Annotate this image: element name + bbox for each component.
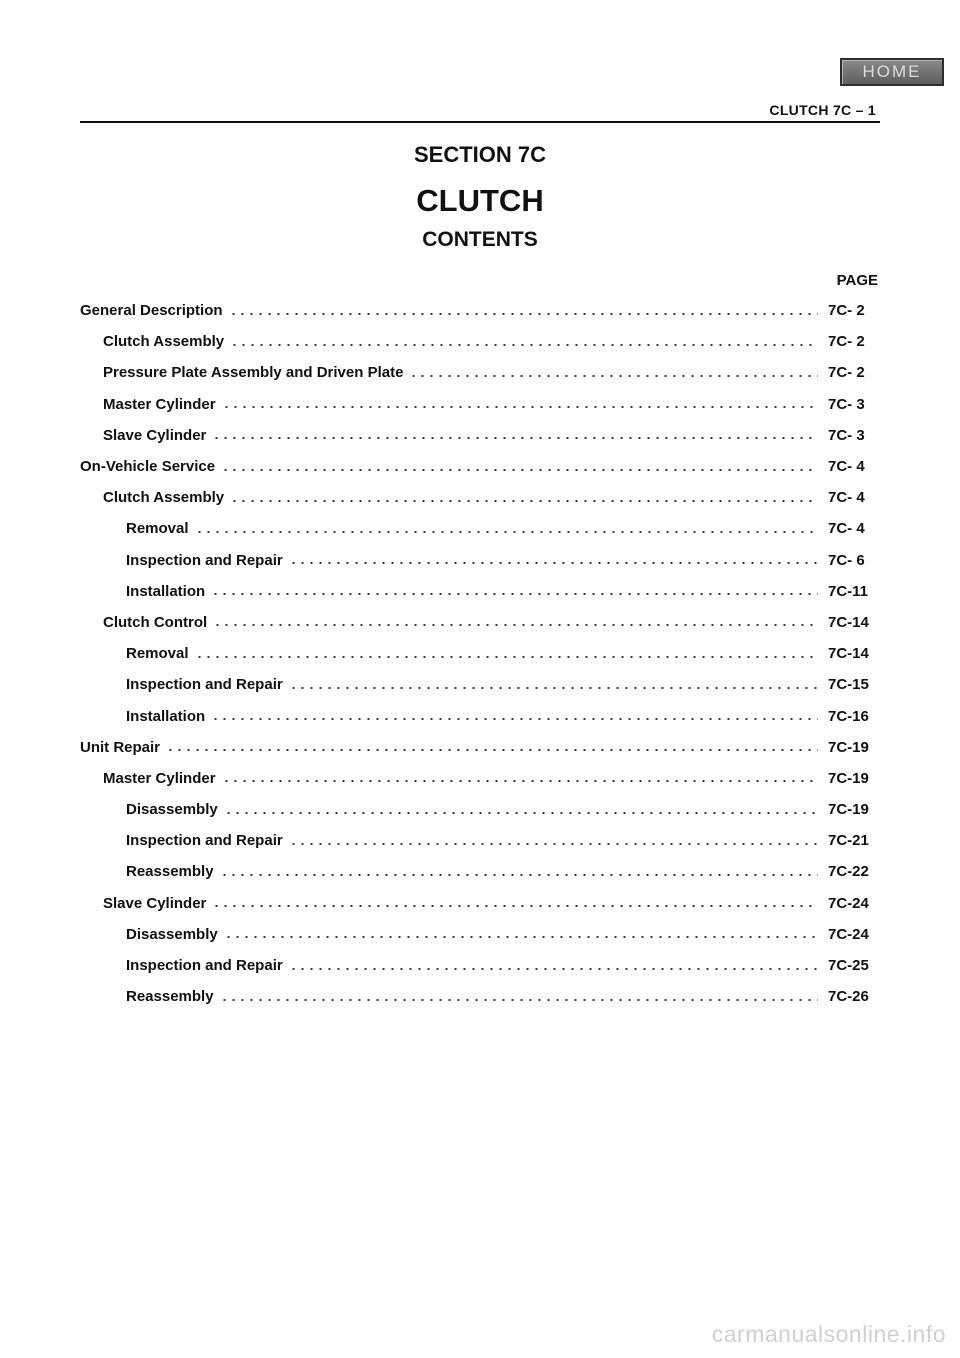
toc-entry-title: General Description <box>80 302 223 320</box>
toc-entry-title: Disassembly <box>126 925 218 943</box>
toc-entry-page: 7C- 3 <box>828 395 865 413</box>
toc-entry-page: 7C-22 <box>828 863 869 881</box>
toc-entry-page: 7C-26 <box>828 988 869 1006</box>
dot-leader <box>195 531 818 533</box>
dot-leader <box>224 936 818 938</box>
toc-entry[interactable] <box>80 638 880 669</box>
toc-entry-page: 7C-24 <box>828 925 869 943</box>
toc-entry[interactable] <box>80 856 880 887</box>
dot-leader <box>166 749 818 751</box>
toc-entry-page: 7C-21 <box>828 832 869 850</box>
toc-entry-page: 7C- 2 <box>828 364 865 382</box>
toc-entry[interactable] <box>80 576 880 607</box>
toc-entry-page: 7C- 4 <box>828 458 865 476</box>
toc-entry-page: 7C-19 <box>828 801 869 819</box>
toc-entry-page: 7C-19 <box>828 769 869 787</box>
toc-entry-page: 7C-15 <box>828 676 869 694</box>
toc-entry[interactable] <box>80 981 880 1012</box>
dot-leader <box>289 562 818 564</box>
page-column-label: PAGE <box>836 272 878 289</box>
toc-entry[interactable] <box>80 825 880 856</box>
toc-entry-title: Master Cylinder <box>103 395 216 413</box>
contents-title: CONTENTS <box>422 228 538 251</box>
toc-entry-page: 7C- 2 <box>828 333 865 351</box>
dot-leader <box>230 500 818 502</box>
toc-entry[interactable] <box>80 451 880 482</box>
dot-leader <box>289 968 818 970</box>
toc-entry-page: 7C-19 <box>828 738 869 756</box>
toc-entry[interactable] <box>80 545 880 576</box>
toc-entry-title: Slave Cylinder <box>103 894 207 912</box>
dot-leader <box>289 843 818 845</box>
toc-entry-page: 7C-16 <box>828 707 869 725</box>
dot-leader <box>224 812 818 814</box>
toc-entry-page: 7C-14 <box>828 645 869 663</box>
toc-entry-title: Clutch Control <box>103 613 208 631</box>
toc-entry-title: Installation <box>126 582 206 600</box>
table-of-contents <box>80 295 880 1012</box>
toc-entry-title: Inspection and Repair <box>126 957 283 975</box>
home-button[interactable]: HOME <box>840 58 944 86</box>
dot-leader <box>230 344 818 346</box>
toc-entry[interactable] <box>80 700 880 731</box>
toc-entry-title: Reassembly <box>126 988 214 1006</box>
toc-entry[interactable] <box>80 888 880 919</box>
toc-entry[interactable] <box>80 919 880 950</box>
toc-entry[interactable] <box>80 607 880 638</box>
toc-entry-title: Clutch Assembly <box>103 489 225 507</box>
toc-entry[interactable] <box>80 732 880 763</box>
toc-entry[interactable] <box>80 763 880 794</box>
toc-entry[interactable] <box>80 295 880 326</box>
toc-entry[interactable] <box>80 482 880 513</box>
dot-leader <box>212 437 818 439</box>
toc-entry[interactable] <box>80 669 880 700</box>
toc-entry[interactable] <box>80 389 880 420</box>
watermark: carmanualsonline.info <box>711 1321 946 1347</box>
toc-entry[interactable] <box>80 950 880 981</box>
toc-entry-title: Slave Cylinder <box>103 426 207 444</box>
toc-entry-title: Pressure Plate Assembly and Driven Plate <box>103 364 404 382</box>
toc-entry-page: 7C-11 <box>828 582 869 600</box>
toc-entry-title: Clutch Assembly <box>103 333 225 351</box>
toc-entry-title: Reassembly <box>126 863 214 881</box>
toc-entry[interactable] <box>80 513 880 544</box>
toc-entry-title: Inspection and Repair <box>126 832 283 850</box>
dot-leader <box>211 718 818 720</box>
toc-entry-title: On-Vehicle Service <box>80 458 216 476</box>
dot-leader <box>211 593 818 595</box>
dot-leader <box>220 999 818 1001</box>
toc-entry-title: Master Cylinder <box>103 769 216 787</box>
toc-entry-page: 7C- 6 <box>828 551 865 569</box>
running-head: CLUTCH 7C – 1 <box>769 102 876 118</box>
dot-leader <box>222 406 818 408</box>
dot-leader <box>213 624 818 626</box>
toc-entry-page: 7C-25 <box>828 957 869 975</box>
dot-leader <box>221 469 818 471</box>
toc-entry-title: Inspection and Repair <box>126 551 283 569</box>
toc-entry[interactable] <box>80 420 880 451</box>
dot-leader <box>409 375 818 377</box>
toc-entry-title: Unit Repair <box>80 738 161 756</box>
toc-entry-page: 7C- 4 <box>828 489 865 507</box>
toc-entry-title: Removal <box>126 645 189 663</box>
toc-entry-title: Removal <box>126 520 189 538</box>
toc-entry-title: Installation <box>126 707 206 725</box>
dot-leader <box>289 687 818 689</box>
toc-entry-page: 7C- 3 <box>828 426 865 444</box>
dot-leader <box>220 874 818 876</box>
toc-entry-title: Disassembly <box>126 801 218 819</box>
section-title: SECTION 7C <box>413 142 547 167</box>
toc-entry[interactable] <box>80 794 880 825</box>
toc-entry-page: 7C- 4 <box>828 520 865 538</box>
dot-leader <box>195 656 818 658</box>
dot-leader <box>229 313 818 315</box>
toc-entry-title: Inspection and Repair <box>126 676 283 694</box>
header-rule <box>80 121 880 123</box>
dot-leader <box>212 905 818 907</box>
toc-entry-page: 7C-24 <box>828 894 869 912</box>
toc-entry-page: 7C-14 <box>828 613 869 631</box>
toc-entry[interactable] <box>80 357 880 388</box>
toc-entry-page: 7C- 2 <box>828 302 865 320</box>
dot-leader <box>222 780 818 782</box>
chapter-title: CLUTCH <box>416 183 544 218</box>
toc-entry[interactable] <box>80 326 880 357</box>
